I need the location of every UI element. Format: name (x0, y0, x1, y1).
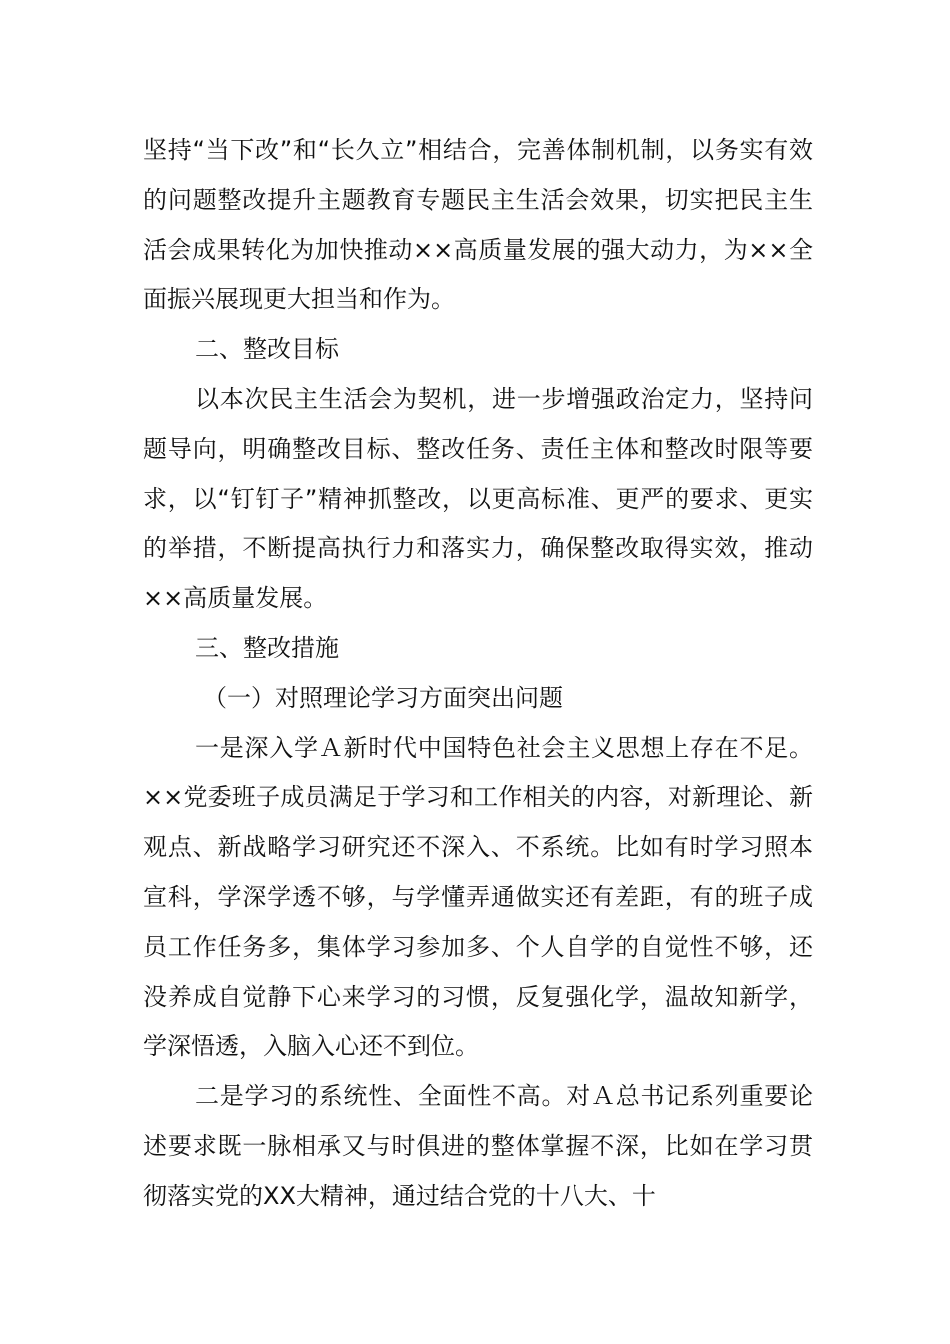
section-heading-measures: 三、整改措施 (195, 633, 339, 662)
section-heading-goals: 二、整改目标 (195, 335, 339, 364)
document-body (143, 126, 813, 1222)
paragraph-issue-two: 二是学习的系统性、全面性不高。对Ａ总书记系列重要论述要求既一脉相承又与时俱进的整体掌握不深，比如在学习贯彻落实党的XX大精神，通过结合党的十八大、十 (143, 1082, 813, 1210)
paragraph-continuation: 坚持“当下改”和“长久立”相结合，完善体制机制，以务实有效的问题整改提升主题教育专题民主生活会效果，切实把民主生活会成果转化为加快推动××高质量发展的强大动力，为××全面振兴展现更大担当和作为。 (143, 136, 813, 314)
subsection-heading-theory: （一）对照理论学习方面突出问题 (203, 683, 563, 712)
paragraph-goals: 以本次民主生活会为契机，进一步增强政治定力，坚持问题导向，明确整改目标、整改任务、责任主体和整改时限等要求，以“钉钉子”精神抓整改，以更高标准、更严的要求、更实的举措，不断提高执行力和落实力，确保整改取得实效，推动××高质量发展。 (143, 384, 813, 613)
paragraph-issue-one: 一是深入学Ａ新时代中国特色社会主义思想上存在不足。××党委班子成员满足于学习和工作相关的内容，对新理论、新观点、新战略学习研究还不深入、不系统。比如有时学习照本宣科，学深学透不够，与学懂弄通做实还有差距，有的班子成员工作任务多，集体学习参加多、个人自学的自觉性不够，还没养成自觉静下心来学习的习惯，反复强化学，温故知新学，学深悟透，入脑入心还不到位。 (143, 733, 813, 1061)
